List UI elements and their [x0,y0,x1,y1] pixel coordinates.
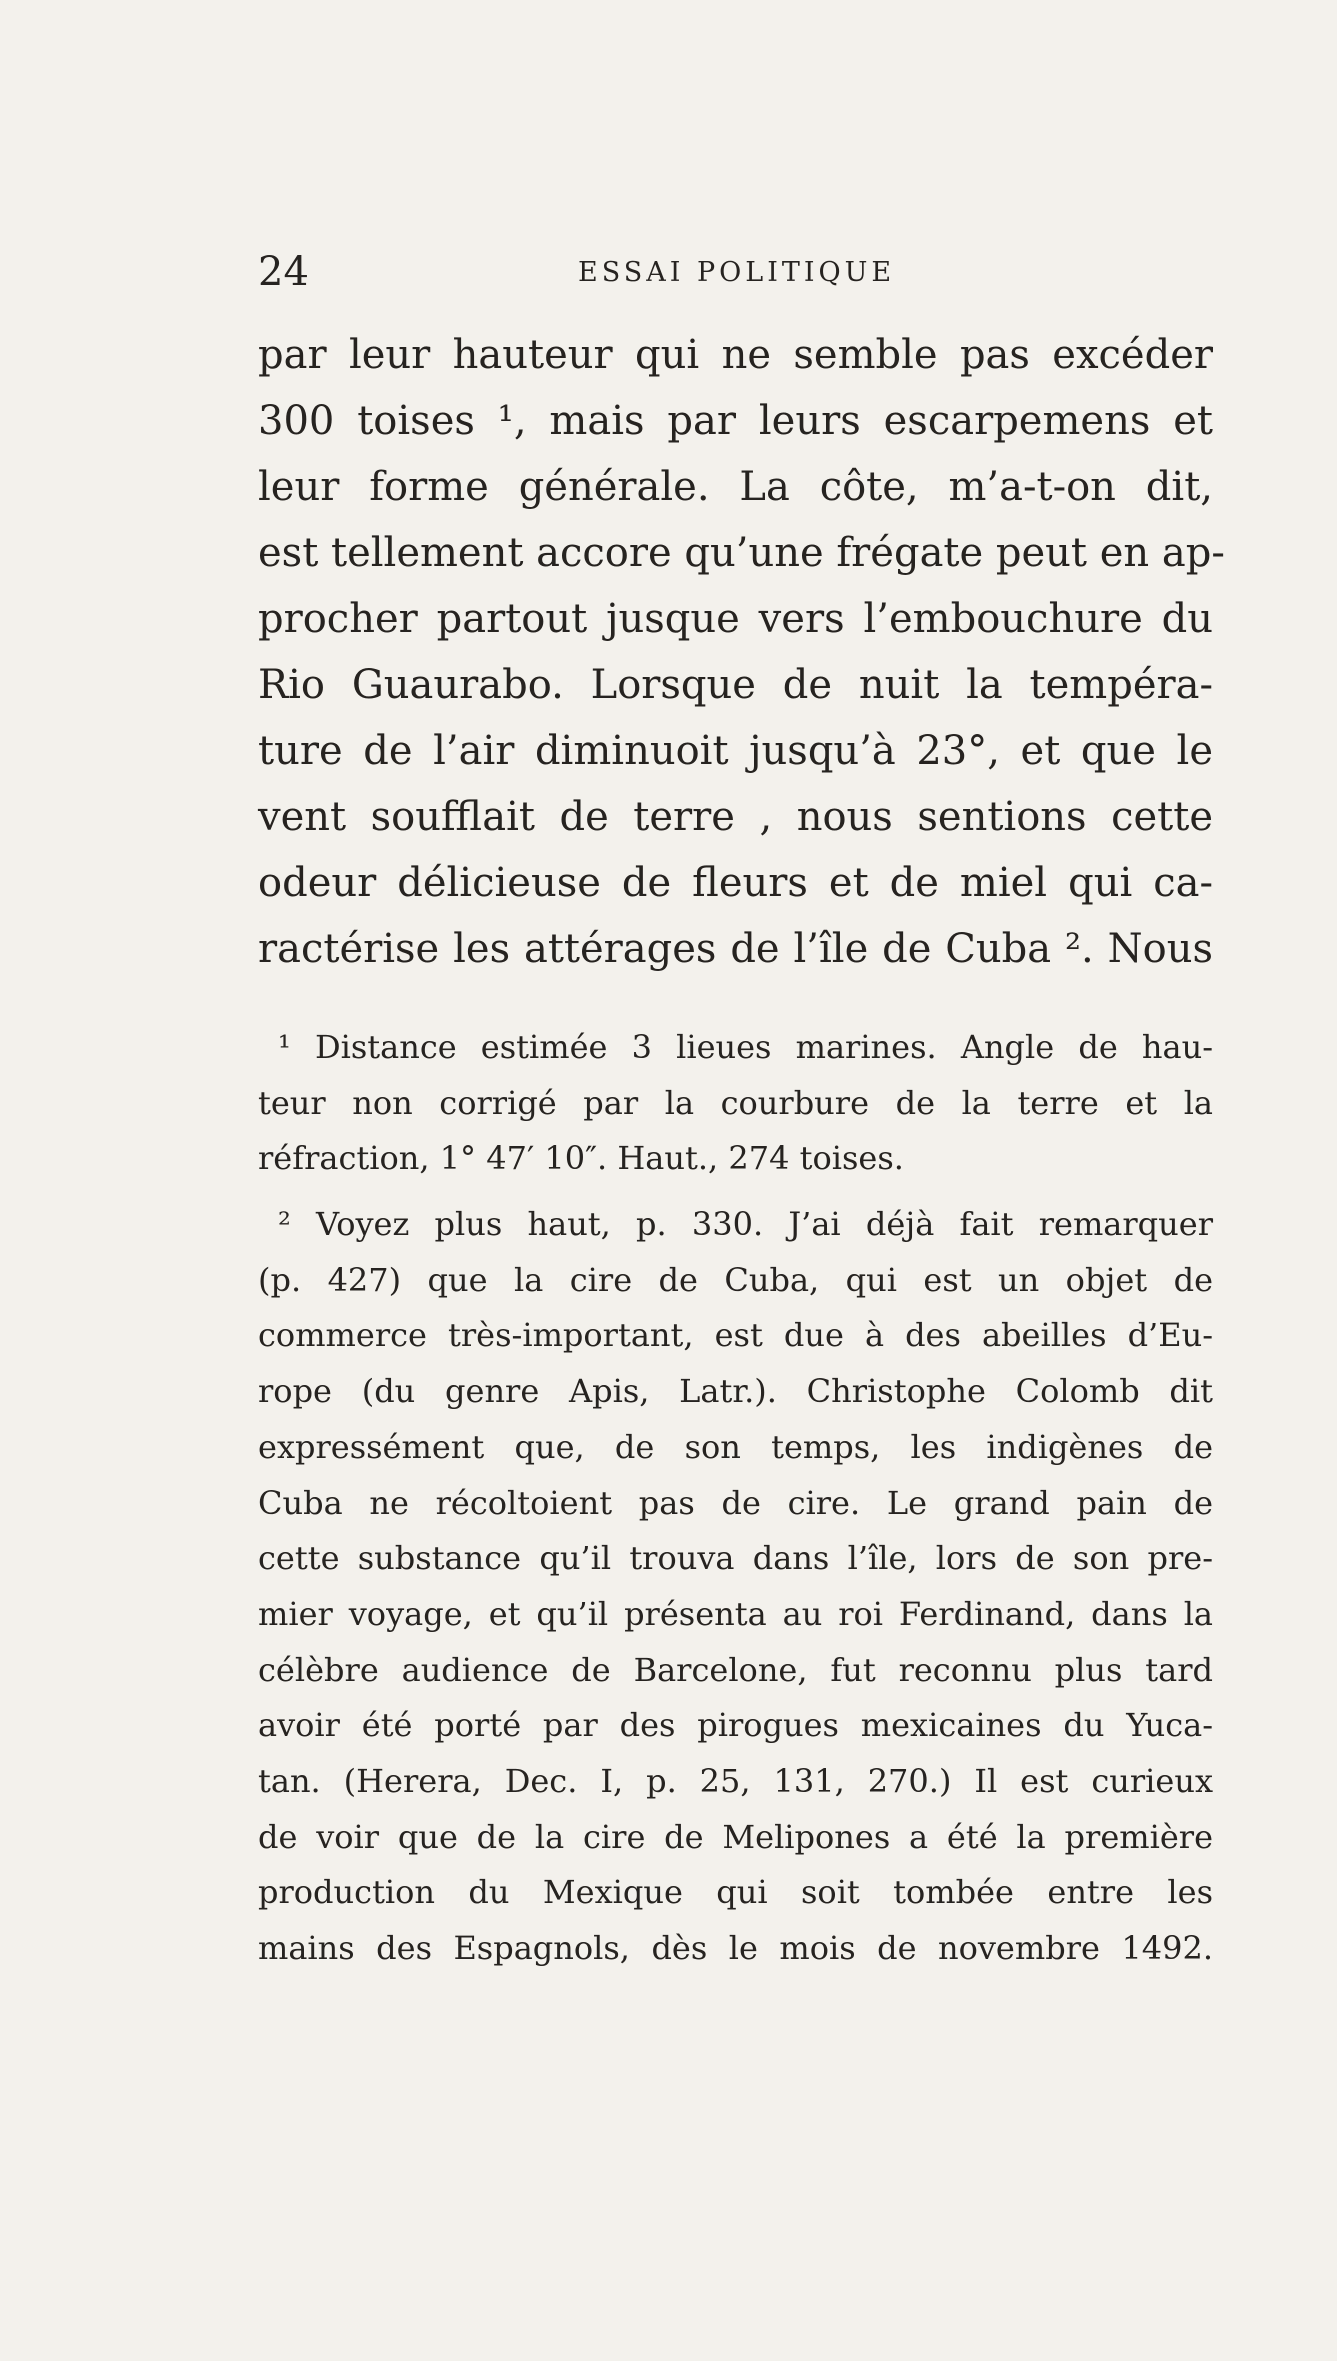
body-line: 300 toises ¹, mais par leurs escarpemens et [258,398,1213,444]
body-line: ture de l’air diminuoit jusqu’à 23°, et que le [258,728,1213,774]
page-number: 24 [258,249,309,295]
footnote-line: Cuba ne récoltoient pas de cire. Le grand pain de [258,1483,1213,1522]
main-paragraph [258,322,1225,982]
body-line: procher partout jusque vers l’embouchure du [258,596,1213,642]
footnote-line: cette substance qu’il trouva dans l’île, lors de son pre- [258,1539,1213,1578]
running-head [258,249,1066,295]
footnote-line: rope (du genre Apis, Latr.). Christophe Colomb dit [258,1372,1213,1411]
footnote-line: teur non corrigé par la courbure de la terre et la [258,1083,1213,1122]
footnote-line: mains des Espagnols, dès le mois de novembre 1492. [258,1929,1213,1967]
body-line: est tellement accore qu’une frégate peut en ap- [258,530,1225,576]
footnote-line: mier voyage, et qu’il présenta au roi Ferdinand, dans la [258,1594,1213,1633]
footnote-line: ¹ Distance estimée 3 lieues marines. Angle de hau- [278,1028,1213,1066]
footnote-line: production du Mexique qui soit tombée entre les [258,1873,1213,1912]
body-line: par leur hauteur qui ne semble pas excéder [258,332,1213,378]
footnotes [258,1020,1213,1977]
running-title: ESSAI POLITIQUE [578,257,896,288]
footnote-line: (p. 427) que la cire de Cuba, qui est un objet de [258,1260,1213,1299]
footnote-line: réfraction, 1° 47′ 10″. Haut., 274 toises. [258,1139,904,1178]
body-line: Rio Guaurabo. Lorsque de nuit la tempéra- [258,662,1213,708]
footnote-1 [258,1020,1213,1187]
footnote-2 [258,1197,1213,1977]
footnote-line: avoir été porté par des pirogues mexicaines du Yuca- [258,1706,1213,1745]
footnote-line: ² Voyez plus haut, p. 330. J’ai déjà fait remarquer [278,1205,1213,1244]
footnote-line: tan. (Herera, Dec. I, p. 25, 131, 270.) Il est curieux [258,1761,1213,1800]
footnote-line: de voir que de la cire de Melipones a été la première [258,1817,1213,1856]
body-line: ractérise les attérages de l’île de Cuba ². Nous [258,926,1213,972]
footnote-line: célèbre audience de Barcelone, fut reconnu plus tard [258,1650,1213,1689]
footnote-line: commerce très-important, est due à des abeilles d’Eu- [258,1316,1213,1355]
footnote-line: expressément que, de son temps, les indigènes de [258,1427,1213,1466]
body-line: odeur délicieuse de fleurs et de miel qui ca- [258,860,1213,906]
body-line: leur forme générale. La côte, m’a-t-on dit, [258,464,1213,510]
body-line: vent soufflait de terre , nous sentions cette [258,794,1213,840]
